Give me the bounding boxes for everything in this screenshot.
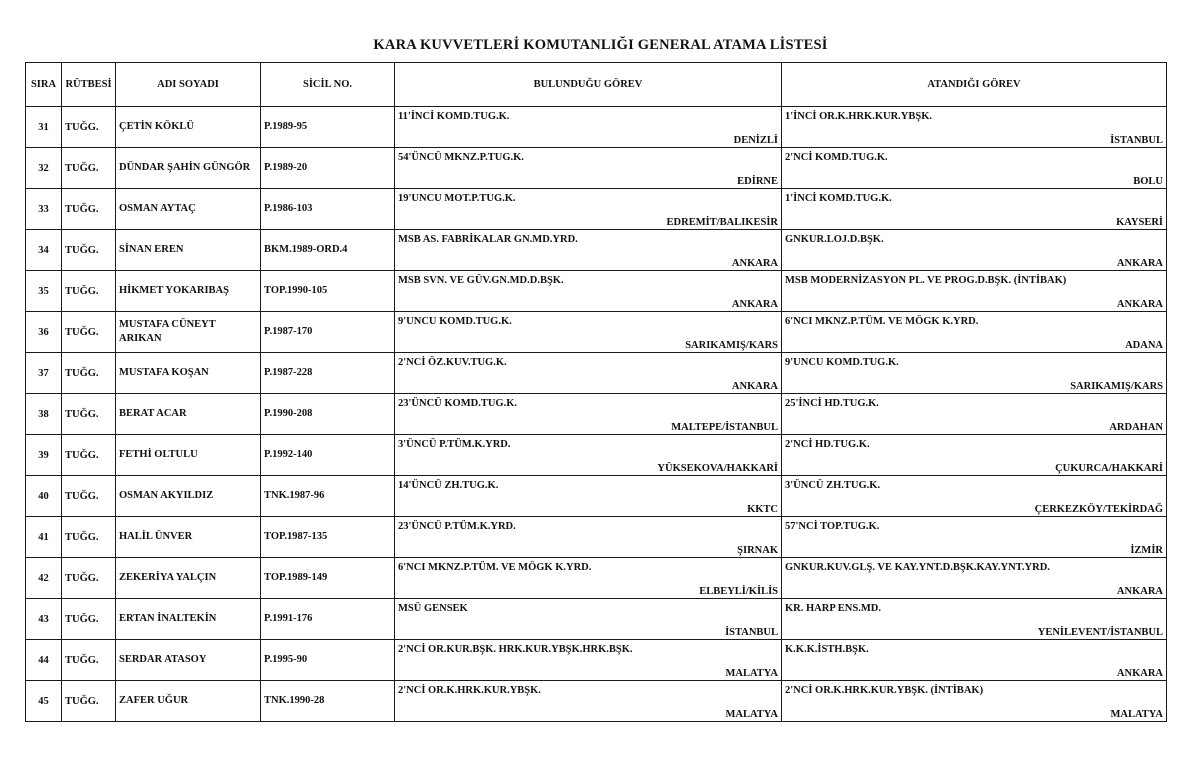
row-rutbe: TUĞG. [62, 189, 116, 230]
row-current-task-title: 14'ÜNCÜ ZH.TUG.K. [398, 480, 499, 491]
row-new-task-location: ANKARA [1116, 586, 1163, 597]
table-row [26, 230, 1167, 271]
row-new-task-location: ARDAHAN [1109, 422, 1163, 433]
row-current-task-title: 19'UNCU MOT.P.TUG.K. [398, 193, 516, 204]
row-new-task-location: ÇERKEZKÖY/TEKİRDAĞ [1034, 504, 1163, 515]
row-sicil: TOP.1989-149 [261, 558, 395, 599]
row-new-task [782, 435, 1167, 476]
row-new-task-title: 3'ÜNCÜ ZH.TUG.K. [785, 480, 881, 491]
row-new-task-location: ÇUKURCA/HAKKARİ [1055, 463, 1163, 474]
row-name: MUSTAFA CÜNEYT ARIKAN [116, 312, 261, 353]
row-current-task-title: 2'NCİ OR.KUR.BŞK. HRK.KUR.YBŞK.HRK.BŞK. [398, 644, 633, 655]
row-current-task [395, 230, 782, 271]
page-title: KARA KUVVETLERİ KOMUTANLIĞI GENERAL ATAMA LİSTESİ [373, 37, 828, 53]
row-current-task [395, 148, 782, 189]
table-header-row [26, 63, 1167, 107]
row-new-task [782, 107, 1167, 148]
row-new-task-title: 6'NCI MKNZ.P.TÜM. VE MÖGK K.YRD. [785, 316, 979, 327]
row-current-task-location: YÜKSEKOVA/HAKKARİ [657, 463, 778, 474]
row-current-task [395, 353, 782, 394]
row-new-task [782, 353, 1167, 394]
row-name: MUSTAFA KOŞAN [116, 353, 261, 394]
row-current-task-title: 6'NCI MKNZ.P.TÜM. VE MÖGK K.YRD. [398, 562, 592, 573]
row-current-task-title: 2'NCİ OR.K.HRK.KUR.YBŞK. [398, 685, 541, 696]
table-row [26, 394, 1167, 435]
row-sira: 32 [26, 148, 62, 189]
row-new-task-location: ANKARA [1116, 668, 1163, 679]
row-new-task [782, 599, 1167, 640]
row-current-task [395, 476, 782, 517]
row-sira: 37 [26, 353, 62, 394]
row-sicil: P.1990-208 [261, 394, 395, 435]
row-sicil: P.1995-90 [261, 640, 395, 681]
row-rutbe: TUĞG. [62, 230, 116, 271]
row-current-task [395, 640, 782, 681]
assignment-table [25, 62, 1167, 722]
row-current-task-location: ELBEYLİ/KİLİS [699, 586, 778, 597]
row-sicil: P.1987-228 [261, 353, 395, 394]
row-rutbe: TUĞG. [62, 681, 116, 722]
row-sicil: TNK.1990-28 [261, 681, 395, 722]
row-new-task-location: BOLU [1133, 176, 1163, 187]
header-name: ADI SOYADI [116, 63, 261, 107]
table-row [26, 599, 1167, 640]
row-sira: 35 [26, 271, 62, 312]
row-current-task-title: 54'ÜNCÜ MKNZ.P.TUG.K. [398, 152, 524, 163]
row-sira: 44 [26, 640, 62, 681]
header-current-task: BULUNDUĞU GÖREV [395, 63, 782, 107]
row-current-task-title: 23'ÜNCÜ P.TÜM.K.YRD. [398, 521, 516, 532]
row-new-task-title: KR. HARP ENS.MD. [785, 603, 881, 614]
row-new-task-title: GNKUR.KUV.GLŞ. VE KAY.YNT.D.BŞK.KAY.YNT.YRD. [785, 562, 1050, 573]
row-name: ÇETİN KÖKLÜ [116, 107, 261, 148]
row-name: SİNAN EREN [116, 230, 261, 271]
row-name: FETHİ OLTULU [116, 435, 261, 476]
row-new-task-location: İZMİR [1130, 545, 1163, 556]
row-rutbe: TUĞG. [62, 107, 116, 148]
row-rutbe: TUĞG. [62, 394, 116, 435]
row-new-task [782, 517, 1167, 558]
row-current-task-location: ANKARA [731, 258, 778, 269]
row-new-task [782, 640, 1167, 681]
table-row [26, 271, 1167, 312]
row-name: BERAT ACAR [116, 394, 261, 435]
row-sicil: P.1992-140 [261, 435, 395, 476]
table-row [26, 148, 1167, 189]
row-new-task-title: 1'İNCİ OR.K.HRK.KUR.YBŞK. [785, 111, 933, 122]
row-sira: 36 [26, 312, 62, 353]
row-current-task-location: MALATYA [725, 709, 778, 720]
table-row [26, 312, 1167, 353]
row-new-task-location: ADANA [1125, 340, 1163, 351]
row-rutbe: TUĞG. [62, 312, 116, 353]
row-name: OSMAN AYTAÇ [116, 189, 261, 230]
row-rutbe: TUĞG. [62, 271, 116, 312]
row-new-task-location: SARIKAMIŞ/KARS [1070, 381, 1163, 392]
row-current-task [395, 435, 782, 476]
row-current-task [395, 681, 782, 722]
row-name: HİKMET YOKARIBAŞ [116, 271, 261, 312]
row-name: HALİL ÜNVER [116, 517, 261, 558]
row-current-task-location: SARIKAMIŞ/KARS [685, 340, 778, 351]
row-current-task-title: 3'ÜNCÜ P.TÜM.K.YRD. [398, 439, 511, 450]
row-sira: 33 [26, 189, 62, 230]
row-sicil: TOP.1987-135 [261, 517, 395, 558]
row-current-task-title: MSÜ GENSEK [398, 603, 468, 614]
row-sicil: P.1986-103 [261, 189, 395, 230]
row-sira: 38 [26, 394, 62, 435]
row-current-task-location: ŞIRNAK [737, 545, 778, 556]
row-sira: 40 [26, 476, 62, 517]
row-new-task-location: MALATYA [1110, 709, 1163, 720]
row-sira: 41 [26, 517, 62, 558]
row-new-task-title: 57'NCİ TOP.TUG.K. [785, 521, 880, 532]
row-current-task-title: 2'NCİ ÖZ.KUV.TUG.K. [398, 357, 507, 368]
row-current-task-location: İSTANBUL [725, 627, 778, 638]
row-sicil: P.1991-176 [261, 599, 395, 640]
row-new-task [782, 681, 1167, 722]
row-current-task-title: 11'İNCİ KOMD.TUG.K. [398, 111, 510, 122]
row-sicil: P.1989-95 [261, 107, 395, 148]
row-new-task-title: 2'NCİ OR.K.HRK.KUR.YBŞK. (İNTİBAK) [785, 685, 984, 696]
row-current-task [395, 394, 782, 435]
row-new-task-title: 9'UNCU KOMD.TUG.K. [785, 357, 899, 368]
row-current-task [395, 107, 782, 148]
row-current-task-title: MSB SVN. VE GÜV.GN.MD.D.BŞK. [398, 275, 564, 286]
row-name: DÜNDAR ŞAHİN GÜNGÖR [116, 148, 261, 189]
row-current-task [395, 271, 782, 312]
table-row [26, 476, 1167, 517]
row-current-task-location: ANKARA [731, 299, 778, 310]
header-sira: SIRA [26, 63, 62, 107]
row-new-task [782, 394, 1167, 435]
row-current-task-location: EDİRNE [737, 176, 778, 187]
row-rutbe: TUĞG. [62, 558, 116, 599]
row-rutbe: TUĞG. [62, 148, 116, 189]
row-new-task-title: 25'İNCİ HD.TUG.K. [785, 398, 879, 409]
table-row [26, 517, 1167, 558]
row-sira: 43 [26, 599, 62, 640]
row-current-task-title: 9'UNCU KOMD.TUG.K. [398, 316, 512, 327]
row-current-task-title: 23'ÜNCÜ KOMD.TUG.K. [398, 398, 517, 409]
row-current-task-location: KKTC [747, 504, 778, 515]
row-new-task [782, 230, 1167, 271]
header-rutbe: RÜTBESİ [62, 63, 116, 107]
header-sicil: SİCİL NO. [261, 63, 395, 107]
row-sicil: TOP.1990-105 [261, 271, 395, 312]
row-current-task-location: EDREMİT/BALIKESİR [666, 217, 778, 228]
row-sira: 45 [26, 681, 62, 722]
table-row [26, 353, 1167, 394]
row-new-task-location: KAYSERİ [1116, 217, 1163, 228]
row-new-task [782, 271, 1167, 312]
row-sira: 39 [26, 435, 62, 476]
table-row [26, 640, 1167, 681]
row-name: SERDAR ATASOY [116, 640, 261, 681]
row-new-task-title: 2'NCİ KOMD.TUG.K. [785, 152, 888, 163]
row-name: ZEKERİYA YALÇIN [116, 558, 261, 599]
row-new-task-title: GNKUR.LOJ.D.BŞK. [785, 234, 884, 245]
row-current-task [395, 517, 782, 558]
table-row [26, 107, 1167, 148]
row-new-task-title: K.K.K.İSTH.BŞK. [785, 644, 869, 655]
row-new-task [782, 148, 1167, 189]
row-sicil: BKM.1989-ORD.4 [261, 230, 395, 271]
row-rutbe: TUĞG. [62, 435, 116, 476]
row-new-task-title: 2'NCİ HD.TUG.K. [785, 439, 870, 450]
row-new-task [782, 189, 1167, 230]
row-sicil: P.1989-20 [261, 148, 395, 189]
row-current-task [395, 558, 782, 599]
row-current-task [395, 599, 782, 640]
row-new-task [782, 476, 1167, 517]
row-current-task-location: MALATYA [725, 668, 778, 679]
row-rutbe: TUĞG. [62, 640, 116, 681]
row-new-task-location: YENİLEVENT/İSTANBUL [1037, 627, 1163, 638]
table-row [26, 558, 1167, 599]
row-sicil: P.1987-170 [261, 312, 395, 353]
row-sira: 34 [26, 230, 62, 271]
row-rutbe: TUĞG. [62, 517, 116, 558]
row-rutbe: TUĞG. [62, 599, 116, 640]
row-new-task-location: ANKARA [1116, 299, 1163, 310]
row-current-task [395, 312, 782, 353]
row-name: ZAFER UĞUR [116, 681, 261, 722]
row-new-task [782, 312, 1167, 353]
row-new-task-title: MSB MODERNİZASYON PL. VE PROG.D.BŞK. (İNTİBAK) [785, 275, 1067, 286]
row-sicil: TNK.1987-96 [261, 476, 395, 517]
row-new-task-title: 1'İNCİ KOMD.TUG.K. [785, 193, 892, 204]
row-current-task-location: MALTEPE/İSTANBUL [671, 422, 778, 433]
row-current-task-title: MSB AS. FABRİKALAR GN.MD.YRD. [398, 234, 578, 245]
row-new-task-location: İSTANBUL [1110, 135, 1163, 146]
row-sira: 31 [26, 107, 62, 148]
row-current-task-location: DENİZLİ [733, 135, 778, 146]
table-row [26, 681, 1167, 722]
row-current-task-location: ANKARA [731, 381, 778, 392]
table-row [26, 189, 1167, 230]
header-assigned-task: ATANDIĞI GÖREV [782, 63, 1167, 107]
row-current-task [395, 189, 782, 230]
row-new-task-location: ANKARA [1116, 258, 1163, 269]
row-new-task [782, 558, 1167, 599]
row-rutbe: TUĞG. [62, 353, 116, 394]
row-name: ERTAN İNALTEKİN [116, 599, 261, 640]
table-row [26, 435, 1167, 476]
row-rutbe: TUĞG. [62, 476, 116, 517]
row-name: OSMAN AKYILDIZ [116, 476, 261, 517]
row-sira: 42 [26, 558, 62, 599]
